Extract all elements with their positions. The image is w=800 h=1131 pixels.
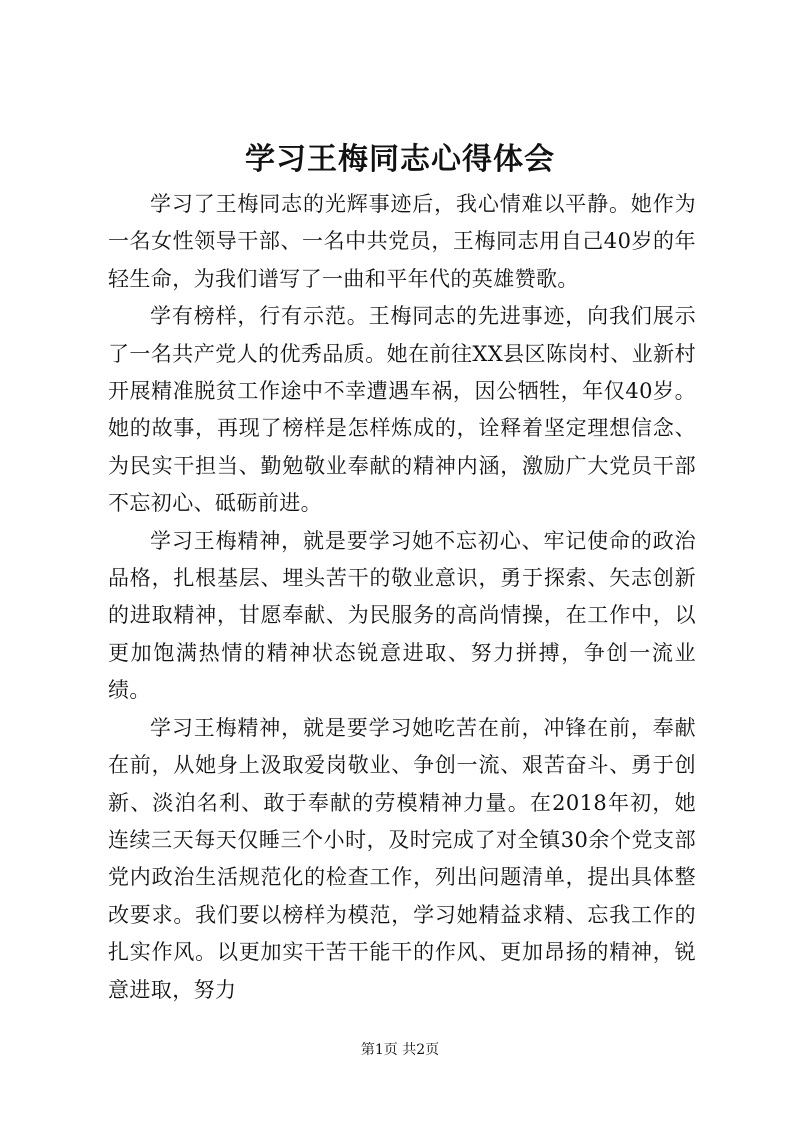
paragraph-4: 学习王梅精神，就是要学习她吃苦在前，冲锋在前，奉献在前，从她身上汲取爱岗敬业、争创一流、艰苦奋斗、勇于创新、淡泊名利、敢于奉献的劳模精神力量。在2018年初，她连续三天每天仅睡三个小时，及时完成了对全镇30余个党支部党内政治生活规范化的检查工作，列出问题清单，提出具体整改要求。我们要以榜样为模范，学习她精益求精、忘我工作的扎实作风。以更加实干苦干能干的作风、更加昂扬的精神，锐意进取，努力 xyxy=(108,715,696,1002)
paragraph-1: 学习了王梅同志的光辉事迹后，我心情难以平静。她作为一名女性领导干部、一名中共党员，王梅同志用自己40岁的年轻生命，为我们谱写了一曲和平年代的英雄赞歌。 xyxy=(108,192,696,291)
paragraph-2: 学有榜样，行有示范。王梅同志的先进事迹，向我们展示了一名共产党人的优秀品质。她在前往XX县区陈岗村、业新村开展精准脱贫工作途中不幸遭遇车祸，因公牺牲，年仅40岁。她的故事，再现了榜样是怎样炼成的，诠释着坚定理想信念、为民实干担当、勤勉敬业奉献的精神内涵，激励广大党员干部不忘初心、砥砺前进。 xyxy=(108,304,696,516)
paragraph-3: 学习王梅精神，就是要学习她不忘初心、牢记使命的政治品格，扎根基层、埋头苦干的敬业意识，勇于探索、矢志创新的进取精神，甘愿奉献、为民服务的高尚情操，在工作中，以更加饱满热情的精神状态锐意进取、努力拼搏，争创一流业绩。 xyxy=(108,528,696,703)
page-footer: 第1页 共2页 xyxy=(360,1042,440,1058)
document-title: 学习王梅同志心得体会 xyxy=(245,142,555,177)
document-body xyxy=(108,186,696,1009)
